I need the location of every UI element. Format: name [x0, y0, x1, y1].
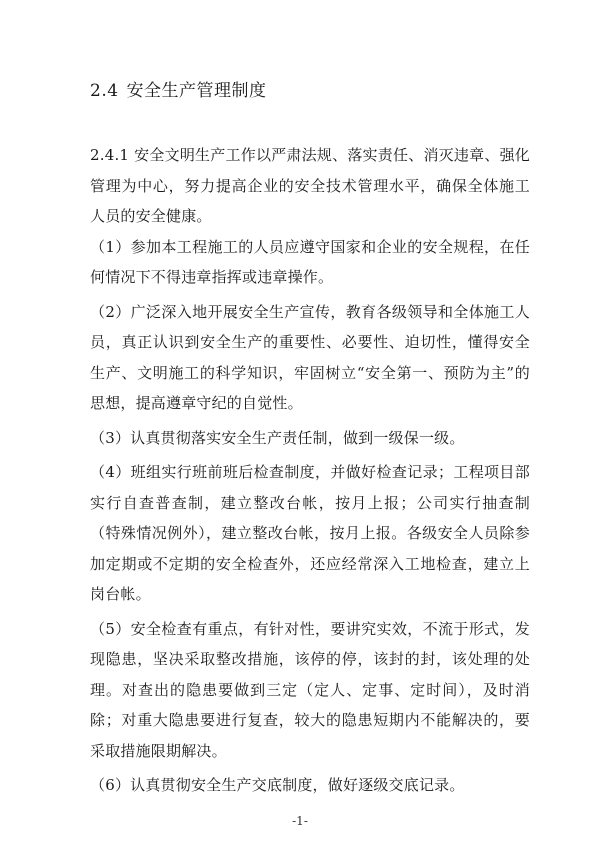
paragraph-item-4: （4）班组实行班前班后检查制度，并做好检查记录；工程项目部实行自查普查制，建立整改台帐，按月上报；公司实行抽查制（特殊情况例外），建立整改台帐，按月上报。各级安全人员除参加定期或不定期的安全检查外，还应经常深入工地检查，建立上岗台帐。	[90, 463, 530, 603]
section-heading	[90, 76, 267, 101]
paragraph-item-1: （1）参加本工程施工的人员应遵守国家和企业的安全规程，在任何情况下不得违章指挥或违章操作。	[90, 237, 530, 286]
body-text	[90, 140, 530, 805]
paragraph-item-3: （3）认真贯彻落实安全生产责任制，做到一级保一级。	[90, 428, 465, 447]
paragraph-item-6: （6）认真贯彻安全生产交底制度，做好逐级交底记录。	[90, 776, 465, 794]
section-title-text: 安全生产管理制度	[126, 81, 267, 101]
page-number: -1-	[292, 814, 308, 828]
paragraph-2-4-1: 2.4.1 安全文明生产工作以严肃法规、落实责任、消灭违章、强化管理为中心，努力提高企业的安全技术管理水平，确保全体施工人员的安全健康。	[90, 146, 530, 225]
paragraph-item-5: （5）安全检查有重点，有针对性，要讲究实效，不流于形式，发现隐患，坚决采取整改措施，该停的停，该封的封，该处理的处理。对查出的隐患要做到三定（定人、定事、定时间），及时消除；对重大隐患要进行复查，较大的隐患短期内不能解决的，要采取措施限期解决。	[90, 619, 530, 760]
paragraph-item-2: （2）广泛深入地开展安全生产宣传，教育各级领导和全体施工人员，真正认识到安全生产的重要性、必要性、迫切性，懂得安全生产、文明施工的科学知识，牢固树立“安全第一、预防为主”的思想，提高遵章守纪的自觉性。	[90, 302, 530, 412]
section-number: 2.4	[90, 81, 119, 101]
